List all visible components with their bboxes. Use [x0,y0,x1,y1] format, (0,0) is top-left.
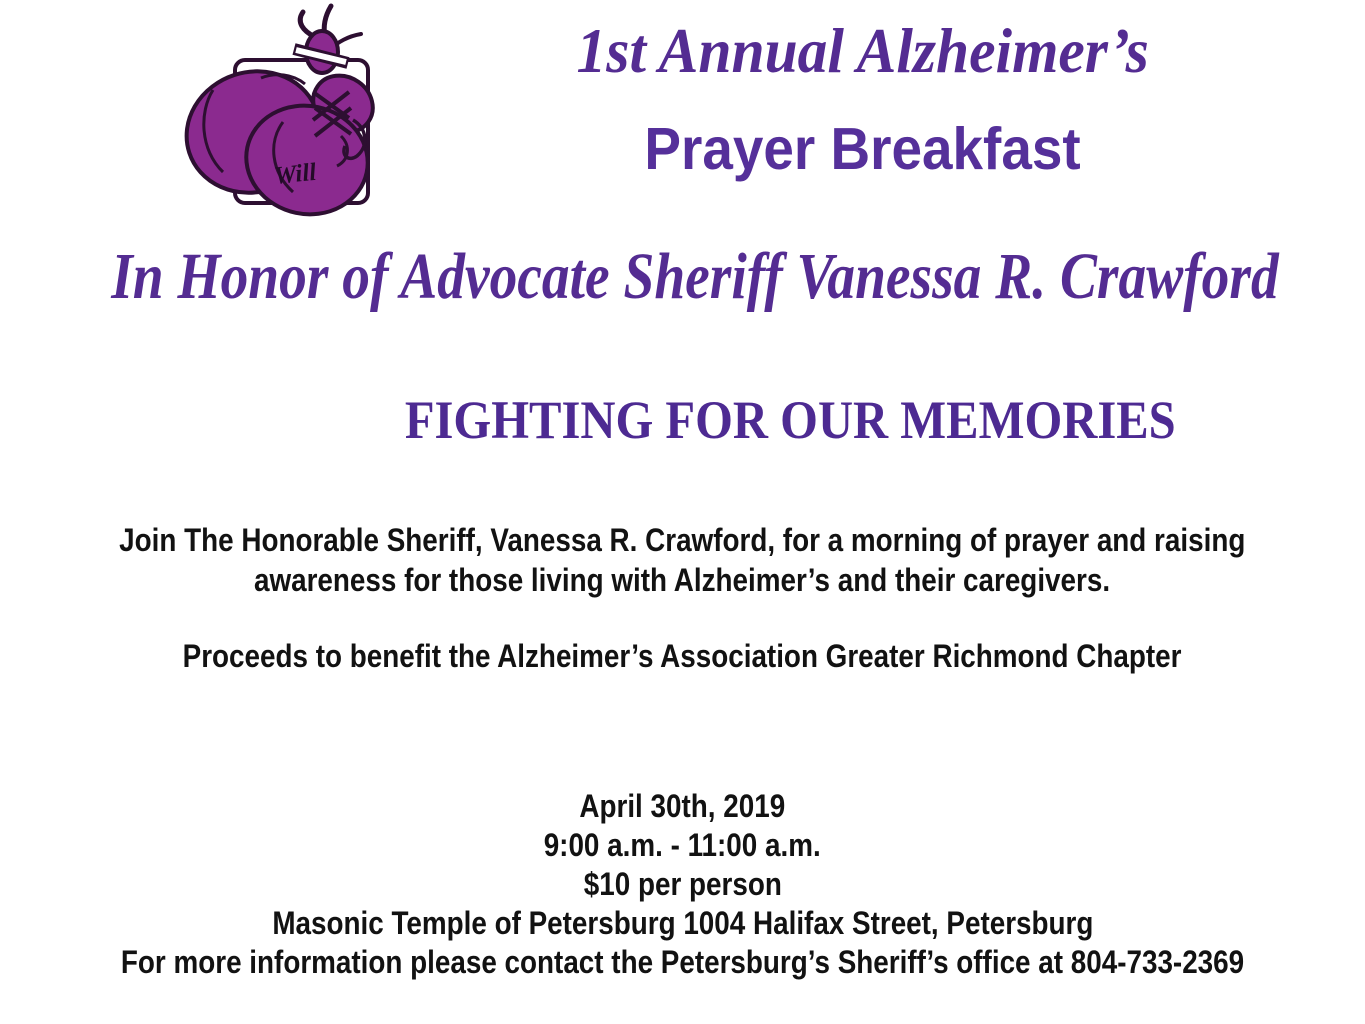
intro-line-2 [0,560,1365,600]
page-title [340,16,1365,86]
event-date [0,786,1365,825]
event-price-text: $10 per person [583,866,782,902]
honoree-line [0,240,1365,314]
event-price [0,864,1365,903]
event-date-text: April 30th, 2019 [579,788,786,824]
event-time-text: 9:00 a.m. - 11:00 a.m. [543,827,822,863]
page-subtitle [340,116,1365,182]
event-contact [0,942,1365,981]
page-subtitle-text: Prayer Breakfast [644,116,1081,182]
event-contact-text: For more information please contact the Petersburg’s Sheriff’s office at 804-733-2369 [120,944,1245,980]
event-time [0,825,1365,864]
proceeds-text: Proceeds to benefit the Alzheimer’s Association Greater Richmond Chapter [183,638,1182,674]
proceeds-line [0,636,1365,676]
honoree-text: In Honor of Advocate Sheriff Vanessa R. Crawford [111,240,1279,313]
intro-line-1-text: Join The Honorable Sheriff, Vanessa R. Crawford, for a morning of prayer and raising [119,522,1246,558]
page-title-text: 1st Annual Alzheimer’s [576,15,1149,86]
intro-paragraph [0,520,1365,600]
event-location-text: Masonic Temple of Petersburg 1004 Halifax Street, Petersburg [271,905,1094,941]
event-location [0,903,1365,942]
tagline [0,390,1365,450]
glove-label: Will [272,158,318,190]
tagline-text: FIGHTING FOR OUR MEMORIES [404,390,1176,450]
intro-line-2-text: awareness for those living with Alzheimer’s and their caregivers. [254,562,1111,598]
event-details [0,786,1365,981]
intro-line-1 [0,520,1365,560]
